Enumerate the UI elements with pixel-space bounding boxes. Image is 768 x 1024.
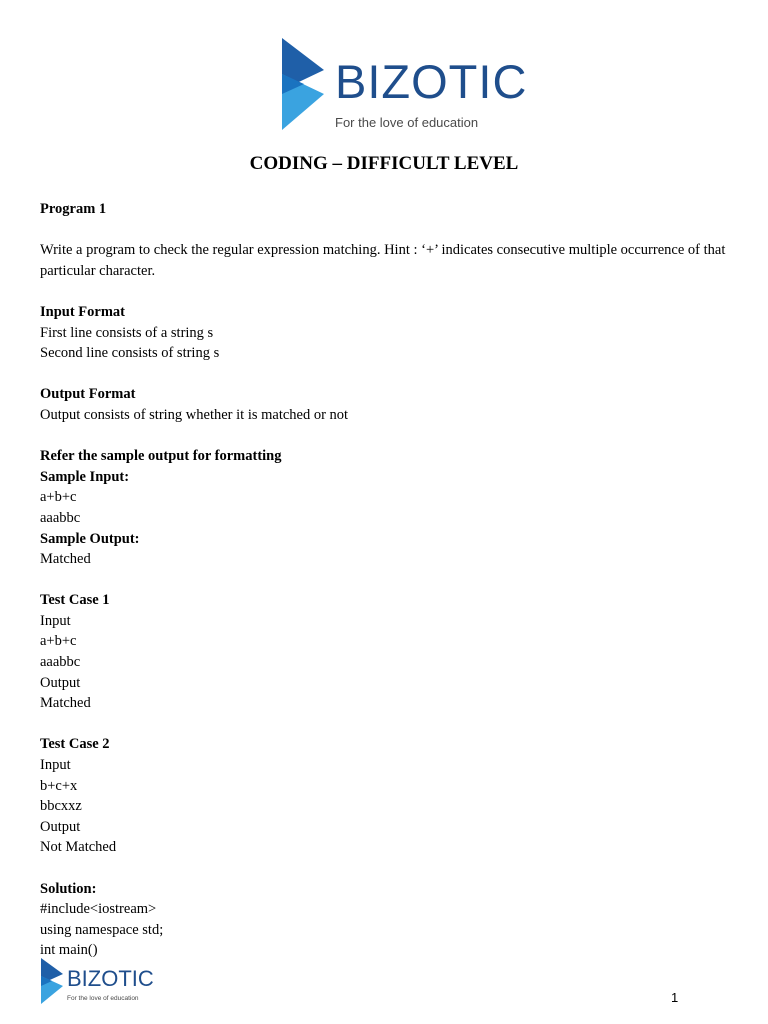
sample-output-line: Matched [40, 551, 91, 568]
test-case-output-label: Output [40, 818, 81, 835]
solution-heading: Solution: [40, 880, 97, 897]
footer-brand-name: BIZOTIC [67, 966, 154, 991]
sample-refer-note: Refer the sample output for formatting [40, 448, 282, 465]
header-logo [280, 38, 528, 133]
test-case-input-line: b+c+x [40, 777, 78, 794]
sample-input-line: a+b+c [40, 489, 77, 506]
page-number: 1 [671, 990, 679, 1005]
output-format-line: Output consists of string whether it is matched or not [40, 406, 349, 423]
test-case-input-line: a+b+c [40, 633, 77, 650]
test-case-output-label: Output [40, 674, 81, 691]
bizotic-logo-icon [280, 38, 324, 133]
bizotic-logo-icon [40, 958, 64, 1006]
program-heading: Program 1 [40, 201, 107, 217]
program-description: Write a program to check the regular expression matching. Hint : ‘+’ indicates consecutive multiple occurrence of that particular character. [40, 242, 726, 279]
sample-input-line: aaabbc [40, 509, 81, 526]
document-title: CODING – DIFFICULT LEVEL [249, 153, 519, 174]
output-format-heading: Output Format [40, 386, 136, 403]
brand-name: BIZOTIC [335, 55, 528, 108]
test-case-input-label: Input [40, 612, 71, 629]
sample-input-heading: Sample Input: [40, 468, 130, 485]
input-format-line: Second line consists of string s [40, 345, 220, 362]
code-line: #include<iostream> [40, 901, 157, 918]
test-case-input-label: Input [40, 757, 71, 774]
sample-output-heading: Sample Output: [40, 530, 140, 547]
input-format-heading: Input Format [40, 303, 125, 320]
test-case-input-line: aaabbc [40, 654, 81, 671]
test-case-output-line: Matched [40, 695, 91, 712]
brand-tagline: For the love of education [335, 115, 479, 130]
code-line: int main() [40, 942, 98, 959]
test-case-heading: Test Case 2 [40, 736, 110, 753]
code-line: using namespace std; [40, 921, 164, 938]
footer-logo [40, 958, 160, 1006]
test-case-input-line: bbcxxz [40, 798, 82, 815]
input-format-line: First line consists of a string s [40, 324, 214, 341]
footer-brand-tagline: For the love of education [67, 995, 139, 1002]
test-case-output-line: Not Matched [40, 839, 117, 856]
test-case-heading: Test Case 1 [40, 592, 110, 609]
document-body [40, 199, 740, 961]
